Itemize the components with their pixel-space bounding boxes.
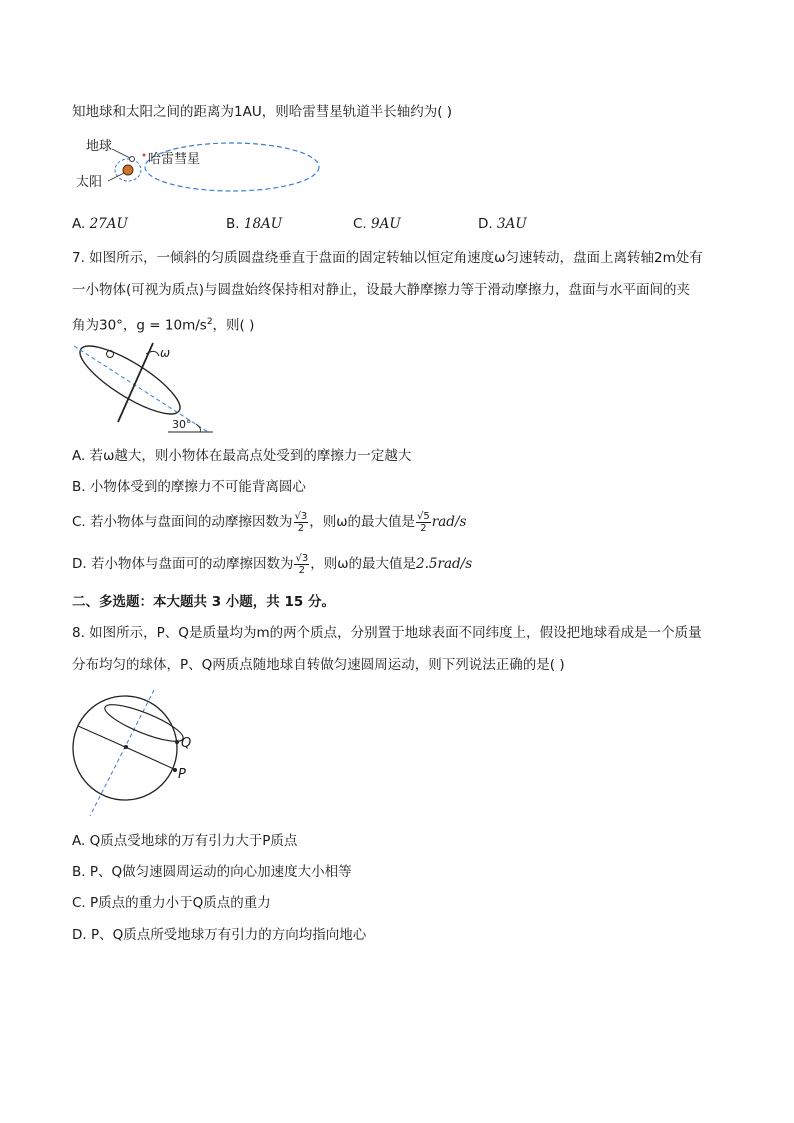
q7-stem-line2: 一小物体(可视为质点)与圆盘始终保持相对静止，设最大静摩擦力等于滑动摩擦力，盘面与水平面间的夹 [72, 282, 691, 298]
q7-stem-line3: 角为30°，$g = 10m/s^2$，则( ) [72, 317, 255, 334]
q8-stem-line2: 分布均匀的球体，P、Q两质点随地球自转做匀速圆周运动，则下列说法正确的是( ) [72, 657, 565, 673]
q8-option-d[interactable]: D. P、Q质点所受地球万有引力的方向均指向地心 [72, 927, 367, 943]
small-object [107, 351, 114, 358]
angle-label: 30° [172, 418, 192, 431]
earth-sphere-figure [68, 688, 208, 818]
p-label: P [178, 767, 186, 782]
q6-option-a[interactable]: A. 27AU [72, 216, 128, 232]
tilted-disk-figure [68, 340, 218, 435]
fraction: $\frac{√5}{2}$ [417, 510, 430, 534]
q7-option-c[interactable]: C. 若小物体与盘面间的动摩擦因数为 $\frac{√3}{2}$ ，则ω的最大值是 $\frac{√5}{2}$ rad/s [72, 510, 467, 534]
q7-option-b[interactable]: B. 小物体受到的摩擦力不可能背离圆心 [72, 479, 306, 495]
q7-stem-line1: 7. 如图所示，一倾斜的匀质圆盘绕垂直于盘面的固定转轴以恒定角速度ω匀速转动，盘面上离转轴2m处有 [72, 250, 703, 266]
sun-icon [123, 165, 133, 175]
earth-icon [130, 157, 135, 162]
q6-options [72, 216, 732, 236]
q-point [175, 740, 179, 744]
earth-pointer [112, 149, 130, 158]
fraction: $\frac{√3}{2}$ [294, 510, 308, 534]
q6-stem: 知地球和太阳之间的距离为1AU，则哈雷彗星轨道半长轴约为( ) [72, 104, 453, 120]
earth-axis [90, 690, 154, 816]
comet-orbit [145, 143, 319, 191]
comet-label: 哈雷彗星 [148, 152, 201, 167]
earth-center-dot [124, 745, 128, 749]
p-point [173, 768, 177, 772]
q8-option-b[interactable]: B. P、Q做匀速圆周运动的向心加速度大小相等 [72, 864, 352, 880]
q6-option-c[interactable]: C. 9AU [353, 216, 401, 232]
fraction: $\frac{√3}{2}$ [295, 552, 309, 576]
comet-orbit-figure [72, 132, 332, 194]
q6-option-b[interactable]: B. 18AU [226, 216, 283, 232]
q8-option-a[interactable]: A. Q质点受地球的万有引力大于P质点 [72, 833, 298, 849]
tilted-disk [72, 340, 188, 425]
latitude-circle-q [101, 698, 186, 748]
q-label: Q [181, 736, 192, 751]
rotation-axis [118, 343, 153, 422]
q6-option-d[interactable]: D. 3AU [478, 216, 527, 232]
q7-option-d[interactable]: D. 若小物体与盘面可的动摩擦因数为 $\frac{√3}{2}$ ，则ω的最大值是2.5rad/s [72, 552, 473, 576]
comet-icon [143, 154, 146, 157]
earth-label: 地球 [86, 139, 113, 154]
q8-option-c[interactable]: C. P质点的重力小于Q质点的重力 [72, 895, 271, 911]
section-title: 二、多选题：本大题共 3 小题，共 15 分。 [72, 594, 335, 610]
sun-label: 太阳 [76, 175, 103, 190]
q8-stem-line1: 8. 如图所示，P、Q是质量均为m的两个质点，分别置于地球表面不同纬度上，假设把地球看成是一个质量 [72, 625, 702, 641]
q7-option-a[interactable]: A. 若ω越大，则小物体在最高点处受到的摩擦力一定越大 [72, 448, 412, 464]
omega-label: ω [160, 346, 171, 360]
